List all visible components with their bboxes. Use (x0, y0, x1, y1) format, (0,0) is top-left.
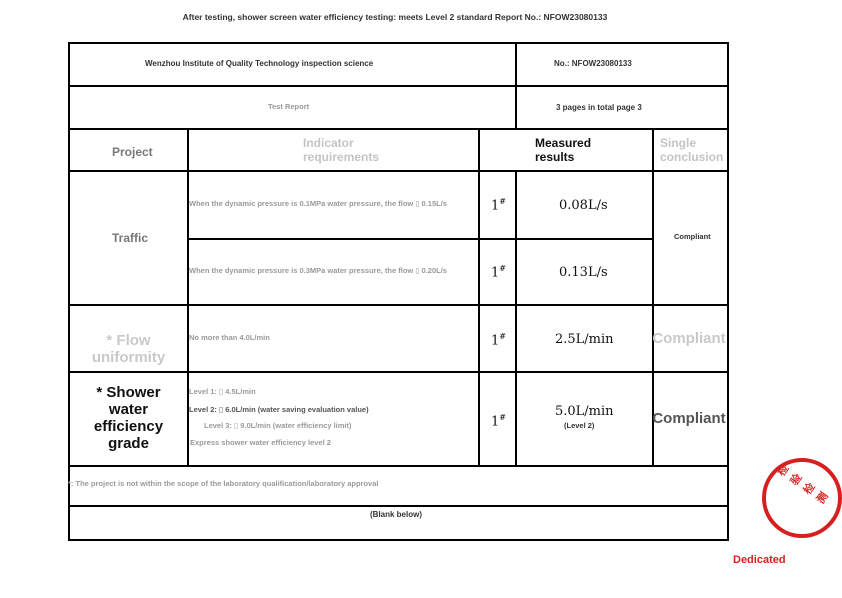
shower-req-level1: Level 1: ▯ 4.5L/min (189, 387, 256, 396)
report-title: Test Report (268, 102, 310, 111)
shower-req-express: Express shower water efficiency level 2 (190, 438, 331, 447)
shower-req-cell (187, 371, 480, 467)
shower-project-line3: efficiency (93, 418, 164, 435)
traffic-req-b: When the dynamic pressure is 0.3MPa water pressure, the flow ▯ 0.20L/s (189, 266, 447, 275)
flow-req: No more than 4.0L/min (189, 333, 270, 342)
report-number: No.: NFOW23080133 (554, 59, 632, 68)
page-heading: After testing, shower screen water efficiency testing: meets Level 2 standard Report No.: NFOW23080133 (182, 12, 608, 22)
header-single-line1: Single (660, 136, 697, 150)
shower-conclusion: Compliant (652, 410, 726, 427)
shower-req-level3: Level 3: ▯ 9.0L/min (water efficiency limit) (204, 421, 352, 430)
flow-project-line2: uniformity (91, 349, 166, 366)
flow-result: 2.5L/min (555, 332, 614, 347)
footnote-text: *: The project is not within the scope of the laboratory qualification/laboratory approval (68, 479, 379, 488)
institute-name: Wenzhou Institute of Quality Technology inspection science (145, 59, 374, 68)
page-count: 3 pages in total page 3 (556, 103, 642, 112)
traffic-result-b: 0.13L/s (559, 265, 608, 280)
shower-result-cell (515, 371, 654, 467)
shower-req-level2: Level 2: ▯ 6.0L/min (water saving evaluation value) (189, 405, 369, 414)
traffic-conclusion: Compliant (674, 232, 711, 241)
shower-result: 5.0L/min (555, 404, 614, 419)
flow-conclusion: Compliant (652, 330, 726, 347)
seal-stamp-ring-text: 检验检测 (775, 462, 831, 507)
traffic-result-a: 0.08L/s (559, 198, 608, 213)
flow-project-line1: * Flow (106, 332, 151, 349)
traffic-sample-b: 1# (491, 264, 506, 281)
traffic-sample-a: 1# (491, 197, 506, 214)
blank-below-text: (Blank below) (370, 510, 423, 519)
shower-result-note: (Level 2) (564, 421, 595, 430)
header-measured-line2: results (535, 150, 575, 164)
header-single-line2: conclusion (660, 150, 724, 164)
shower-sample: 1# (491, 413, 506, 430)
header-indicator-line1: Indicator (303, 136, 354, 150)
traffic-project: Traffic (112, 231, 149, 245)
header-measured-line1: Measured (535, 136, 592, 150)
shower-project-line4: grade (108, 435, 149, 452)
header-project: Project (112, 145, 153, 159)
header-indicator-line2: requirements (303, 150, 380, 164)
flow-sample: 1# (491, 332, 506, 349)
shower-project-line1: * Shower (96, 384, 161, 401)
shower-project-line2: water (108, 401, 149, 418)
seal-stamp-text: Dedicated (733, 554, 786, 566)
traffic-req-a: When the dynamic pressure is 0.1MPa water pressure, the flow ▯ 0.15L/s (189, 199, 447, 208)
